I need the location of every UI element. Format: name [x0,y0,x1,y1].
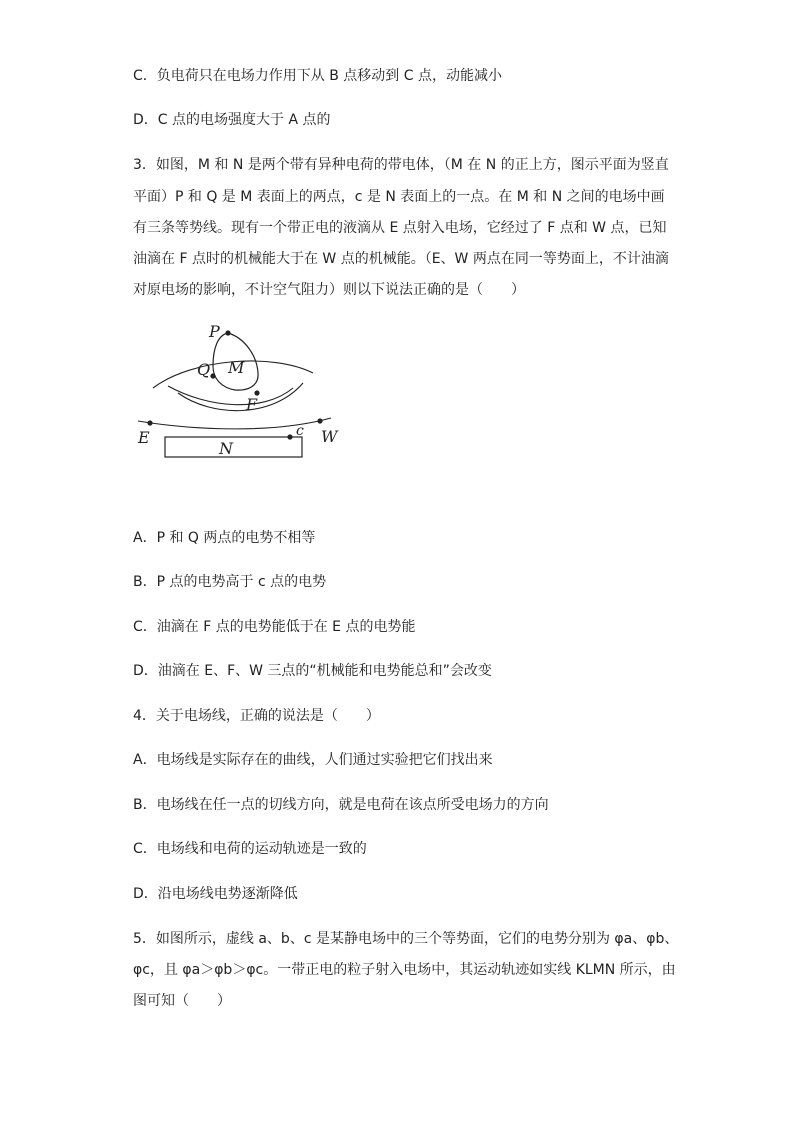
q3-stem-line-3: 有三条等势线。现有一个带正电的液滴从 E 点射入电场，它经过了 F 点和 W 点，已知 [133,220,667,236]
q3-option-b: B．P 点的电势高于 c 点的电势 [133,574,327,590]
q3-option-c: C．油滴在 F 点的电势能低于在 E 点的电势能 [133,619,416,635]
label-q: Q [197,360,211,379]
q2-option-d: D．C 点的电场强度大于 A 点的 [133,112,331,128]
q5-stem-line-3: 图可知（ ） [133,993,231,1009]
q4-option-a: A．电场线是实际存在的曲线，人们通过实验把它们找出来 [133,752,493,768]
label-m: M [228,358,245,377]
label-f: F [246,395,258,414]
q5-stem-line-2: φc，且 φa＞φb＞φc。一带正电的粒子射入电场中，其运动轨迹如实线 KLMN 所示，由 [133,962,676,978]
q3-stem-line-4: 油滴在 F 点时的机械能大于在 W 点的机械能。（E、W 两点在同一等势面上，不计油滴 [133,251,669,267]
q3-option-d: D．油滴在 E、F、W 三点的“机械能和电势能总和”会改变 [133,663,492,679]
point-p-dot [225,330,230,335]
q2-option-c: C．负电荷只在电场力作用下从 B 点移动到 C 点，动能减小 [133,68,502,84]
point-w-dot [317,418,322,423]
label-n: N [219,439,233,458]
q3-option-a: A．P 和 Q 两点的电势不相等 [133,530,316,546]
conductor-n [165,437,302,457]
q5-stem-line-1: 5．如图所示，虚线 a、b、c 是某静电场中的三个等势面，它们的电势分别为 φa、φb、 [133,931,679,947]
label-p: P [209,322,220,341]
q4-option-d: D．沿电场线电势逐渐降低 [133,886,298,902]
label-e: E [138,428,150,447]
point-c-dot [287,434,292,439]
label-w: W [321,427,338,446]
equipotential-line-3 [178,383,303,411]
q3-figure [133,318,353,468]
point-e-dot [147,420,152,425]
label-c: c [296,423,304,439]
q4-option-b: B．电场线在任一点的切线方向，就是电荷在该点所受电场力的方向 [133,797,549,813]
q4-stem: 4．关于电场线，正确的说法是（ ） [133,708,380,724]
q3-stem-line-5: 对原电场的影响，不计空气阻力）则以下说法正确的是（ ） [133,282,525,298]
q3-stem-line-1: 3．如图，M 和 N 是两个带有异种电荷的带电体，（M 在 N 的正上方，图示平面为竖直 [133,157,669,173]
q3-stem-line-2: 平面）P 和 Q 是 M 表面上的两点，c 是 N 表面上的一点。在 M 和 N 之间的电场中画 [133,189,665,205]
q4-option-c: C．电场线和电荷的运动轨迹是一致的 [133,841,367,857]
point-q-dot [210,373,215,378]
